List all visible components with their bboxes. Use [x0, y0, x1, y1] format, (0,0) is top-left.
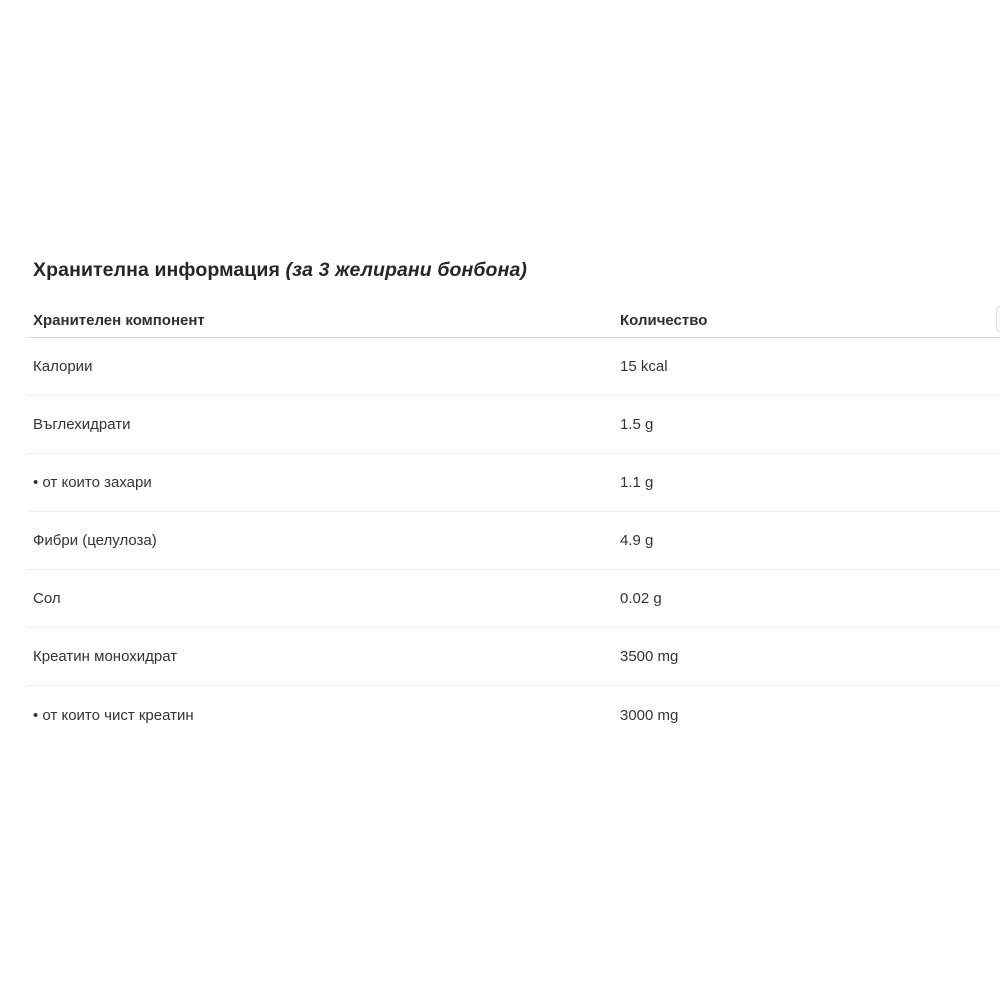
amount-cell: 3000 mg [620, 706, 679, 724]
column-header-component: Хранителен компонент [33, 312, 205, 329]
amount-cell: 0.02 g [620, 590, 662, 607]
table-row [28, 570, 1000, 628]
page-title [33, 257, 1000, 283]
table-row [28, 338, 1000, 396]
component-cell: Фибри (целулоза) [33, 532, 157, 549]
column-header-amount: Количество [620, 312, 708, 329]
amount-cell: 1.1 g [620, 474, 654, 491]
component-cell: Сол [33, 590, 61, 607]
table-row [28, 396, 1000, 454]
table-row [28, 454, 1000, 512]
component-cell: Креатин монохидрат [33, 648, 178, 665]
table-row [28, 628, 1000, 686]
title-serving-note: (за 3 желирани бонбона) [285, 259, 527, 281]
amount-cell: 1.5 g [620, 416, 654, 433]
nutrition-table [28, 311, 1000, 744]
component-cell: • от които чист креатин [33, 706, 194, 724]
table-header-row [28, 311, 1000, 338]
table-row [28, 512, 1000, 570]
amount-cell: 4.9 g [620, 532, 654, 549]
amount-cell: 3500 mg [620, 648, 679, 665]
amount-cell: 15 kcal [620, 358, 668, 375]
component-cell: Калории [33, 358, 93, 375]
nutrition-section [0, 257, 1000, 744]
component-cell: • от които захари [33, 474, 152, 491]
title-main: Хранителна информация [33, 259, 280, 281]
table-row [28, 686, 1000, 744]
component-cell: Въглехидрати [33, 416, 131, 433]
right-edge-cutoff-element [996, 306, 1000, 332]
